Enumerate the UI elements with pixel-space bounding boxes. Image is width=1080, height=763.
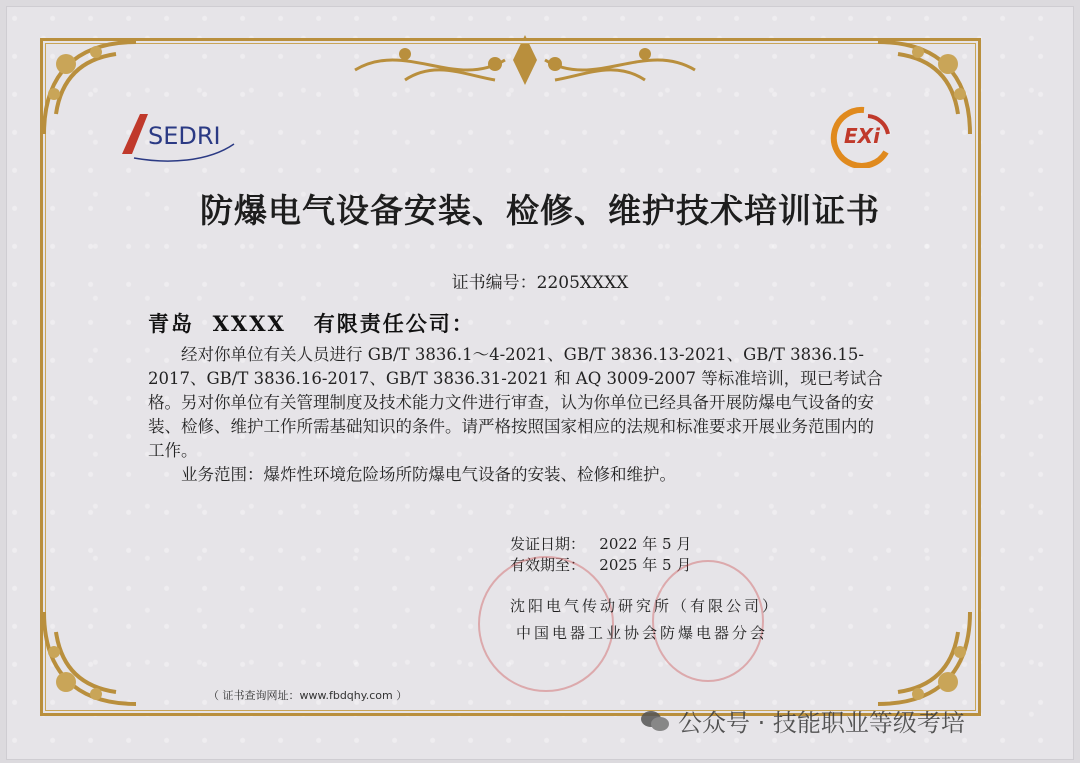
corner-ornament-icon bbox=[868, 602, 978, 712]
exi-logo-text: EXi bbox=[844, 124, 880, 148]
exi-logo bbox=[824, 104, 896, 168]
sedri-logo-text: SEDRI bbox=[148, 122, 221, 150]
valid-until: 有效期至： 2025 年 5 月 bbox=[510, 556, 692, 574]
certificate-number-value: 2205XXXX bbox=[536, 273, 629, 293]
business-scope: 业务范围：爆炸性环境危险场所防爆电气设备的安装、检修和维护。 bbox=[181, 465, 676, 484]
wechat-icon bbox=[640, 709, 670, 733]
issue-date: 发证日期： 2022 年 5 月 bbox=[510, 535, 692, 553]
certificate-title: 防爆电气设备安装、检修、维护技术培训证书 bbox=[200, 191, 880, 230]
certificate-number bbox=[0, 268, 1080, 293]
recipient-company: 青岛 XXXX 有限责任公司： bbox=[148, 311, 475, 336]
certificate-number-label: 证书编号： bbox=[451, 273, 537, 293]
issuer-1: 沈阳电气传动研究所（有限公司） bbox=[509, 597, 780, 615]
corner-ornament-icon bbox=[36, 602, 146, 712]
issuer-2: 中国电器工业协会防爆电器分会 bbox=[515, 624, 768, 642]
watermark-text: 公众号 · 技能职业等级考培 bbox=[678, 709, 965, 737]
certificate-paragraph: 经对你单位有关人员进行 GB/T 3836.1～4-2021、GB/T 3836.13-2021、GB/T 3836.15-2017、GB/T 3836.16-2017、GB/T 3836.31-2021 和 AQ 3009-2007 等标准培训，现已考试合格。另对你单位有关管理制度及技术能力文件进行审查，认为你单位已经具备开展防爆电气设备的安装、检修、维护工作所需基础知识的条件。请严格按照国家相应的法规和标准要求开展业务范围内的工作。 bbox=[148, 345, 883, 460]
red-seal-icon bbox=[652, 560, 764, 682]
watermark bbox=[640, 703, 965, 738]
query-url: （ 证书查询网址：www.fbdqhy.com ） bbox=[208, 689, 408, 702]
certificate-body bbox=[148, 343, 888, 487]
sedri-logo bbox=[118, 108, 238, 164]
